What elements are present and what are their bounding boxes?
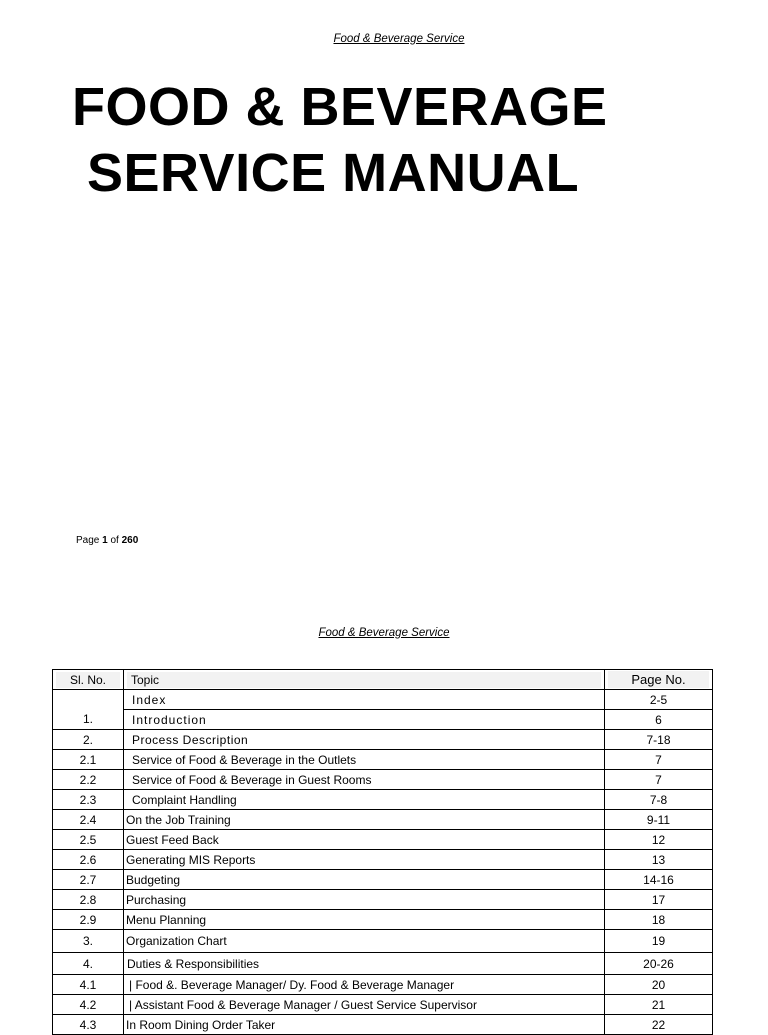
table-row — [53, 710, 713, 730]
row-page: 17 — [605, 890, 713, 910]
title-line-1: FOOD & BEVERAGE — [72, 77, 608, 137]
row-page: 2-5 — [605, 690, 713, 710]
table-row — [53, 995, 713, 1015]
row-no: 1. — [53, 710, 124, 730]
running-header-page-2: Food & Beverage Service — [318, 627, 450, 639]
page-label: Page — [76, 535, 100, 546]
row-page: 7-18 — [605, 730, 713, 750]
page-total: 260 — [121, 535, 139, 546]
page-of: of — [110, 535, 119, 546]
row-no: 4.2 — [53, 995, 124, 1015]
row-page: 7 — [605, 750, 713, 770]
row-topic: Service of Food & Beverage in Guest Rooms — [124, 770, 605, 790]
table-row — [53, 810, 713, 830]
row-page: 20-26 — [605, 953, 713, 975]
row-no: 2.5 — [53, 830, 124, 850]
row-no: 2.2 — [53, 770, 124, 790]
row-page: 21 — [605, 995, 713, 1015]
row-no: 2.7 — [53, 870, 124, 890]
title-line-2: SERVICE MANUAL — [87, 143, 580, 203]
table-row — [53, 930, 713, 953]
page-number — [76, 535, 138, 546]
table-row — [53, 890, 713, 910]
row-no: 2.4 — [53, 810, 124, 830]
row-no: 2.1 — [53, 750, 124, 770]
table-row — [53, 790, 713, 810]
row-no: 4.1 — [53, 975, 124, 995]
row-topic: In Room Dining Order Taker — [124, 1015, 605, 1035]
row-topic: | Food &. Beverage Manager/ Dy. Food & Beverage Manager — [124, 975, 605, 995]
running-header: Food & Beverage Service — [333, 33, 465, 45]
row-topic: Guest Feed Back — [124, 830, 605, 850]
row-page: 19 — [605, 930, 713, 953]
header-topic: Topic — [124, 670, 605, 690]
row-page: 22 — [605, 1015, 713, 1035]
row-page: 12 — [605, 830, 713, 850]
table-row — [53, 690, 713, 710]
row-topic: Menu Planning — [124, 910, 605, 930]
contents-table — [52, 669, 713, 1035]
table-row — [53, 975, 713, 995]
row-topic: Generating MIS Reports — [124, 850, 605, 870]
document-title — [72, 74, 608, 206]
row-no: 4.3 — [53, 1015, 124, 1035]
row-page: 9-11 — [605, 810, 713, 830]
row-topic: Complaint Handling — [124, 790, 605, 810]
row-page: 13 — [605, 850, 713, 870]
row-topic: Introduction — [124, 710, 605, 730]
table-row — [53, 910, 713, 930]
table-row — [53, 953, 713, 975]
row-no: 2. — [53, 730, 124, 750]
row-page: 7-8 — [605, 790, 713, 810]
row-topic: Budgeting — [124, 870, 605, 890]
page-current: 1 — [102, 535, 108, 546]
row-page: 14-16 — [605, 870, 713, 890]
row-topic: Service of Food & Beverage in the Outlets — [124, 750, 605, 770]
row-topic: Index — [124, 690, 605, 710]
row-no: 2.3 — [53, 790, 124, 810]
row-no — [53, 690, 124, 710]
row-topic: Purchasing — [124, 890, 605, 910]
row-topic: Organization Chart — [124, 930, 605, 953]
row-topic: | Assistant Food & Beverage Manager / Guest Service Supervisor — [124, 995, 605, 1015]
row-page: 6 — [605, 710, 713, 730]
header-page-no: Page No. — [605, 670, 713, 690]
table-row — [53, 750, 713, 770]
row-topic: Duties & Responsibilities — [124, 953, 605, 975]
row-no: 3. — [53, 930, 124, 953]
header-sl-no: Sl. No. — [53, 670, 124, 690]
row-no: 2.9 — [53, 910, 124, 930]
table-row — [53, 1015, 713, 1035]
table-row — [53, 730, 713, 750]
row-page: 18 — [605, 910, 713, 930]
row-page: 20 — [605, 975, 713, 995]
row-no: 4. — [53, 953, 124, 975]
table-row — [53, 770, 713, 790]
row-topic: Process Description — [124, 730, 605, 750]
table-row — [53, 870, 713, 890]
table-row — [53, 850, 713, 870]
table-header-row — [53, 670, 713, 690]
row-no: 2.6 — [53, 850, 124, 870]
row-topic: On the Job Training — [124, 810, 605, 830]
row-no: 2.8 — [53, 890, 124, 910]
row-page: 7 — [605, 770, 713, 790]
table-row — [53, 830, 713, 850]
